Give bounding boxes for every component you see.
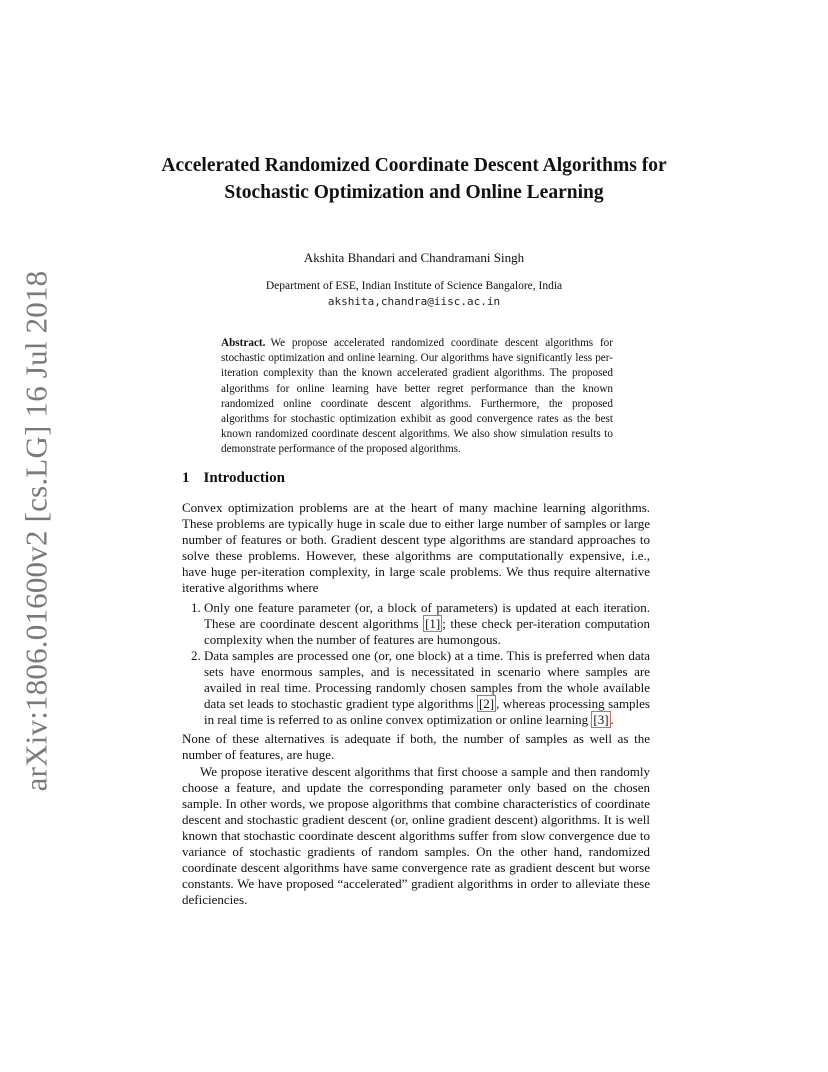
paper-title: Accelerated Randomized Coordinate Descent Algorithms for Stochastic Optimization and Online Learning: [161, 155, 667, 203]
list-item-text: Only one feature parameter (or, a block of parameters) is updated at each iteration. These are coordinate descent algorithms: [204, 599, 650, 631]
list-item-text: ; these check per-iteration computation complexity when the number of features are humongous.: [204, 615, 650, 647]
list-item: [204, 648, 650, 728]
section-title: Introduction: [203, 470, 285, 486]
arxiv-identifier: arXiv:1806.01600v2 [cs.LG] 16 Jul 2018: [18, 270, 54, 792]
list-item-text: .: [610, 712, 614, 728]
abstract-text: We propose accelerated randomized coordinate descent algorithms for stochastic optimization and online learning. Our algorithms have significantly less per-iteration complexity than the known accelerated gradient algorithms. The proposed algorithms for online learning have better regret performance than the known randomized online coordinate descent algorithms. Furthermore, the proposed algorithms for stochastic optimization exhibit as good convergence rates as the best known randomized coordinate descent algorithms. We also show simulation results to demonstrate performance of the proposed algorithms.: [221, 337, 613, 456]
intro-paragraph-1: Convex optimization problems are at the heart of many machine learning algorithms. These problems are typically huge in scale due to either large number of samples or large number of features or both. Gradient descent type algorithms are standard approaches to solve these problems. However, these algorithms are computationally expensive, i.e., have huge per-iteration complexity, in large scale problems. We thus require alternative iterative algorithms where: [182, 500, 650, 596]
intro-paragraph-3: We propose iterative descent algorithms that first choose a sample and then randomly choose a feature, and update the corresponding parameter only based on the chosen sample. In other words, we propose algorithms that combine characteristics of coordinate descent and stochastic gradient descent (or, online gradient descent) algorithms. It is well known that stochastic coordinate descent algorithms suffer from slow convergence due to variance of stochastic gradients of random samples. On the other hand, randomized coordinate descent algorithms have same convergence rate as gradient descent but worse constants. We have proposed “accelerated” gradient algorithms in order to alleviate these deficiencies.: [182, 763, 650, 908]
intro-paragraph-2: None of these alternatives is adequate if both, the number of samples as well as the number of features, are huge.: [182, 731, 650, 763]
arxiv-sidebar: [8, 270, 64, 792]
paper-authors: Akshita Bhandari and Chandramani Singh: [303, 250, 525, 265]
list-item: [204, 600, 650, 648]
abstract: [221, 336, 613, 458]
abstract-label: Abstract.: [221, 337, 266, 349]
list-item-text: , whereas processing samples in real time is referred to as online convex optimization or online learning: [204, 696, 650, 728]
introduction-body: [182, 500, 650, 908]
section-heading: [182, 470, 285, 487]
citation-link[interactable]: [2]: [478, 696, 495, 712]
author-email: akshita,chandra@iisc.ac.in: [327, 295, 501, 308]
affiliation-block: [150, 279, 678, 309]
citation-link[interactable]: [3]: [593, 712, 609, 728]
section-number: 1: [182, 470, 190, 486]
list-item-text: Data samples are processed one (or, one block) at a time. This is preferred when data sets have enormous samples, and is necessitated in scenario where samples are availed in real time. Processing randomly chosen samples from the whole available data set leads to stochastic gradient type algorithms: [204, 647, 650, 712]
affiliation: Department of ESE, Indian Institute of Science Bangalore, India: [265, 280, 563, 292]
requirements-list: [182, 600, 650, 729]
citation-link[interactable]: [1]: [425, 615, 441, 631]
